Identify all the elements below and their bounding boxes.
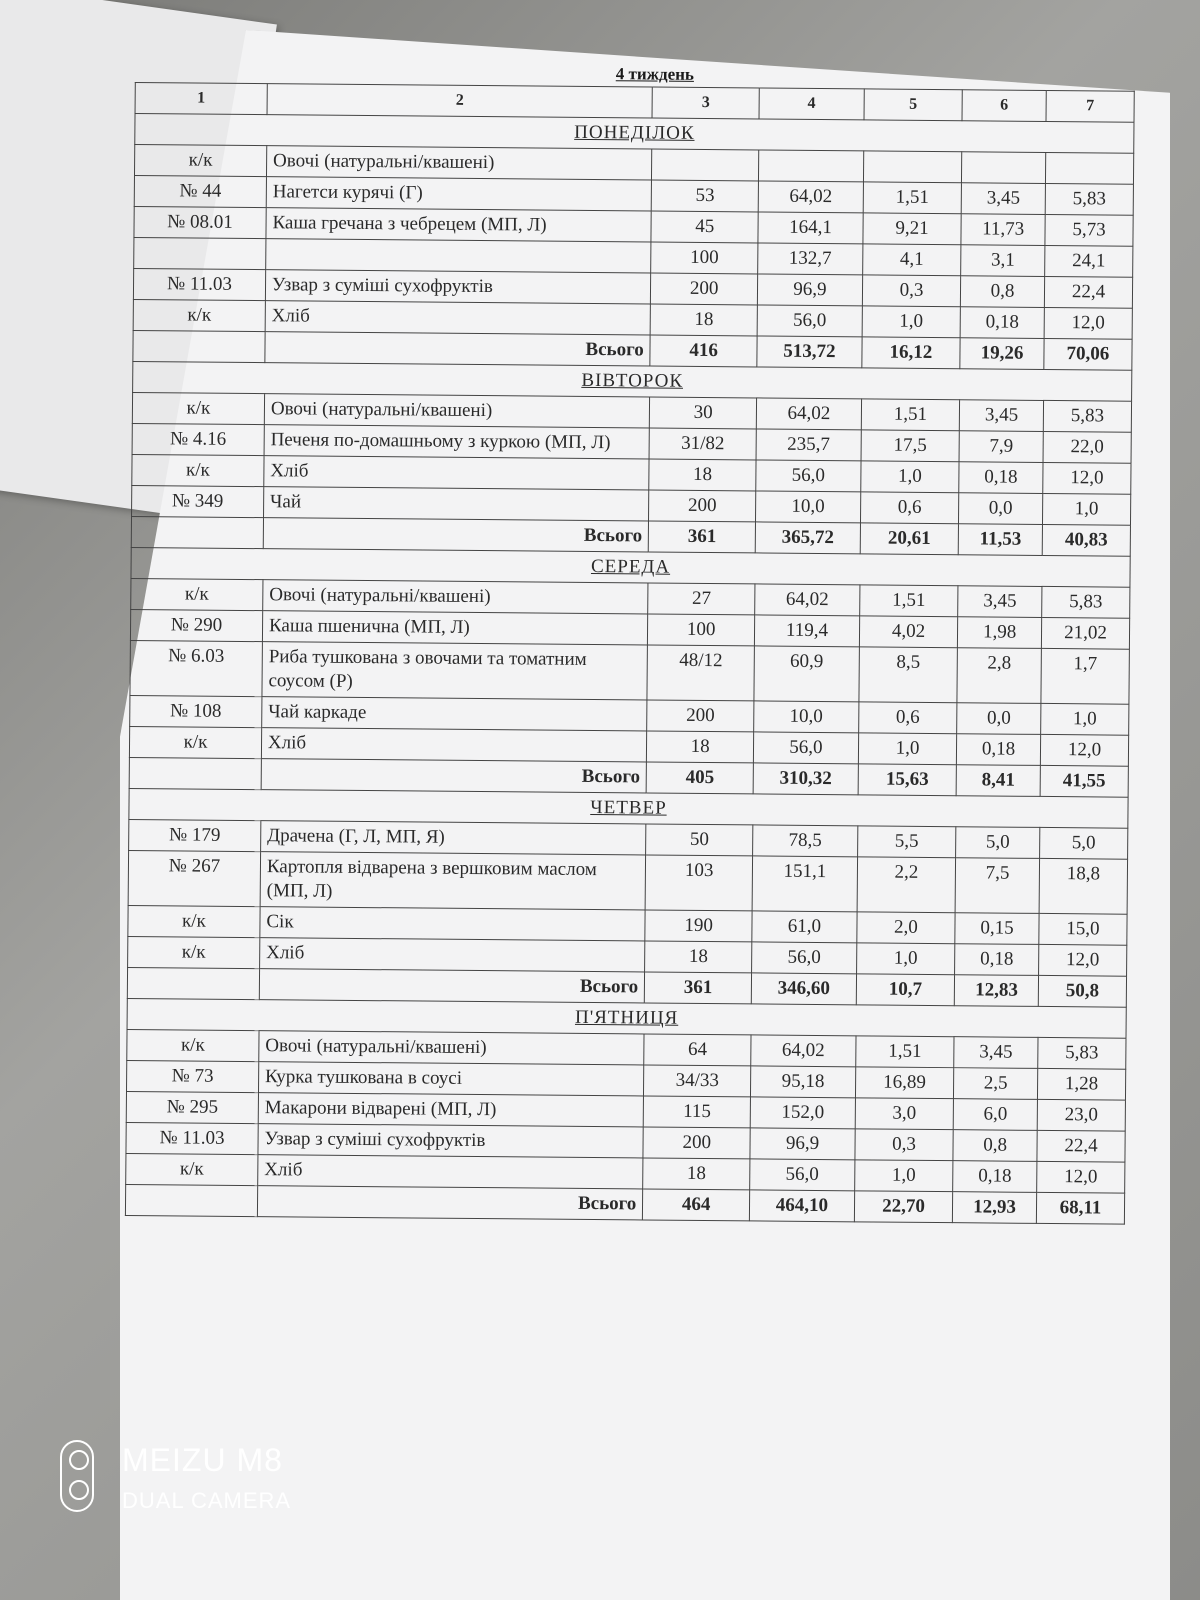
value-c4: 78,5: [753, 825, 858, 857]
column-header: 7: [1046, 90, 1134, 122]
menu-table-body: [125, 83, 1134, 1225]
value-c5: 9,21: [863, 213, 962, 245]
value-c5: 8,5: [859, 647, 958, 703]
total-spacer: [131, 516, 263, 548]
dish-name: Хліб: [261, 728, 647, 762]
table-row: [130, 640, 1129, 704]
total-c3: 416: [650, 335, 757, 367]
column-header: 6: [962, 90, 1046, 122]
value-c4: 164,1: [758, 212, 863, 244]
value-c7: [1045, 152, 1133, 184]
value-c7: 12,0: [1037, 1161, 1125, 1193]
value-c6: 0,0: [959, 493, 1043, 525]
total-c3: 361: [645, 972, 752, 1004]
value-c5: 3,0: [855, 1098, 954, 1130]
value-c5: 1,0: [858, 733, 957, 765]
total-label: Всього: [257, 1186, 643, 1220]
value-c6: 0,8: [961, 276, 1045, 308]
day-name: ПОНЕДІЛОК: [135, 114, 1134, 154]
total-label: Всього: [261, 759, 647, 793]
recipe-code: № 108: [130, 695, 262, 727]
recipe-code: № 295: [126, 1091, 258, 1123]
recipe-code: [134, 237, 266, 269]
dish-name: Макарони відварені (МП, Л): [258, 1093, 644, 1127]
value-c4: 95,18: [751, 1066, 856, 1098]
value-c6: 0,18: [959, 462, 1043, 494]
dish-name: Риба тушкована з овочами та томатним соусом (Р): [262, 642, 648, 700]
column-header: 1: [135, 83, 267, 115]
recipe-code: № 179: [129, 819, 261, 851]
recipe-code: № 08.01: [134, 206, 266, 238]
total-label: Всього: [263, 518, 649, 552]
value-c5: 1,0: [861, 461, 960, 493]
recipe-code: к/к: [133, 299, 265, 331]
value-c6: 3,45: [954, 1037, 1038, 1069]
value-c3: 115: [643, 1096, 750, 1128]
document: [125, 60, 1135, 1225]
recipe-code: к/к: [128, 905, 260, 937]
recipe-code: к/к: [134, 145, 266, 177]
dish-name: Хліб: [265, 301, 651, 335]
value-c3: 18: [643, 1158, 750, 1190]
column-header: 4: [759, 88, 864, 120]
value-c4: 64,02: [755, 584, 860, 616]
value-c6: 3,45: [959, 400, 1043, 432]
total-c5: 20,61: [860, 523, 959, 555]
total-c3: 405: [646, 762, 753, 794]
total-c7: 70,06: [1044, 338, 1132, 370]
value-c5: 4,1: [862, 244, 961, 276]
value-c5: 0,6: [860, 492, 959, 524]
value-c6: [962, 152, 1046, 184]
value-c3: 34/33: [644, 1065, 751, 1097]
dish-name: Овочі (натуральні/квашені): [263, 580, 649, 614]
total-label: Всього: [259, 969, 645, 1003]
total-c4: 513,72: [757, 336, 862, 368]
total-c7: 68,11: [1036, 1192, 1124, 1224]
dish-name: Каша гречана з чебрецем (МП, Л): [266, 208, 652, 242]
value-c4: 10,0: [756, 491, 861, 523]
value-c6: 6,0: [953, 1099, 1037, 1131]
value-c7: 1,28: [1037, 1068, 1125, 1100]
day-name: ЧЕТВЕР: [129, 788, 1128, 828]
value-c4: 64,02: [756, 398, 861, 430]
menu-table: [125, 82, 1135, 1225]
value-c7: 12,0: [1039, 944, 1127, 976]
value-c4: 119,4: [754, 615, 859, 647]
value-c3: 200: [647, 700, 754, 732]
value-c3: 190: [645, 910, 752, 942]
value-c3: 48/12: [647, 645, 754, 701]
dish-name: Чай каркаде: [262, 697, 648, 731]
value-c3: 18: [647, 731, 754, 763]
camera-watermark: [60, 1440, 360, 1530]
dish-name: Овочі (натуральні/квашені): [264, 394, 650, 428]
value-c5: 0,3: [862, 275, 961, 307]
dish-name: Каша пшенична (МП, Л): [262, 611, 648, 645]
total-c3: 464: [643, 1189, 750, 1221]
value-c6: 7,5: [955, 858, 1039, 914]
value-c3: 45: [651, 211, 758, 243]
value-c6: 3,1: [961, 245, 1045, 277]
value-c4: 64,02: [751, 1035, 856, 1067]
dual-camera-icon: [60, 1440, 94, 1512]
value-c7: 24,1: [1045, 245, 1133, 277]
day-name: П'ЯТНИЦЯ: [127, 998, 1126, 1038]
dish-name: Хліб: [258, 1155, 644, 1189]
value-c6: 0,15: [955, 913, 1039, 945]
total-c6: 8,41: [956, 765, 1040, 797]
recipe-code: к/к: [127, 1029, 259, 1061]
value-c7: 5,83: [1045, 183, 1133, 215]
total-spacer: [129, 757, 261, 789]
value-c4: 235,7: [756, 429, 861, 461]
recipe-code: к/к: [132, 392, 264, 424]
value-c5: 4,02: [859, 616, 958, 648]
value-c7: 1,0: [1041, 703, 1129, 735]
total-c4: 346,60: [751, 973, 856, 1005]
value-c6: 0,18: [955, 944, 1039, 976]
value-c5: 2,2: [857, 857, 956, 913]
table-row: [128, 850, 1127, 914]
value-c6: 0,18: [953, 1161, 1037, 1193]
value-c6: 3,45: [961, 183, 1045, 215]
value-c7: 5,83: [1043, 400, 1131, 432]
value-c7: 22,4: [1037, 1130, 1125, 1162]
value-c6: 11,73: [961, 214, 1045, 246]
value-c6: 0,8: [953, 1130, 1037, 1162]
total-c4: 365,72: [755, 522, 860, 554]
value-c3: 200: [643, 1127, 750, 1159]
value-c5: 1,0: [856, 943, 955, 975]
value-c4: 56,0: [750, 1159, 855, 1191]
week-title: 4 тиждень: [615, 64, 695, 84]
total-c6: 19,26: [960, 338, 1044, 370]
value-c5: 1,0: [854, 1160, 953, 1192]
dish-name: Картопля відварена з вершковим маслом (МП, Л): [260, 852, 646, 910]
dish-name: Хліб: [260, 938, 646, 972]
total-c6: 12,83: [954, 975, 1038, 1007]
recipe-code: к/к: [132, 454, 264, 486]
total-c4: 310,32: [753, 763, 858, 795]
value-c7: 18,8: [1039, 858, 1128, 914]
value-c6: 2,5: [954, 1068, 1038, 1100]
dish-name: [266, 239, 652, 273]
value-c5: 0,3: [855, 1129, 954, 1161]
value-c3: 100: [648, 614, 755, 646]
total-spacer: [127, 967, 259, 999]
watermark-subtitle: DUAL CAMERA: [122, 1488, 292, 1513]
value-c4: 56,0: [752, 942, 857, 974]
value-c3: 27: [648, 583, 755, 615]
dish-name: Узвар з суміші сухофруктів: [265, 270, 651, 304]
recipe-code: № 4.16: [132, 423, 264, 455]
column-header: 5: [864, 89, 963, 121]
value-c7: 22,0: [1043, 431, 1131, 463]
value-c7: 21,02: [1041, 617, 1129, 649]
value-c5: 1,51: [859, 585, 958, 617]
recipe-code: № 11.03: [126, 1122, 258, 1154]
value-c7: 22,4: [1044, 276, 1132, 308]
recipe-code: к/к: [126, 1153, 258, 1185]
dish-name: Драчена (Г, Л, МП, Я): [261, 821, 647, 855]
value-c6: 1,98: [958, 617, 1042, 649]
recipe-code: № 11.03: [133, 268, 265, 300]
day-name: ВІВТОРОК: [133, 361, 1132, 401]
value-c3: 31/82: [649, 428, 756, 460]
value-c6: 0,18: [960, 307, 1044, 339]
value-c6: 5,0: [956, 827, 1040, 859]
value-c4: 152,0: [750, 1097, 855, 1129]
recipe-code: № 290: [130, 609, 262, 641]
value-c6: 0,0: [957, 703, 1041, 735]
recipe-code: к/к: [131, 578, 263, 610]
value-c3: 30: [650, 397, 757, 429]
value-c7: 15,0: [1039, 913, 1127, 945]
value-c7: 12,0: [1040, 734, 1128, 766]
total-c7: 41,55: [1040, 765, 1128, 797]
recipe-code: № 349: [132, 485, 264, 517]
value-c4: 61,0: [752, 911, 857, 943]
value-c5: 5,5: [857, 826, 956, 858]
dish-name: Нагетси курячі (Г): [266, 177, 652, 211]
dish-name: Овочі (натуральні/квашені): [266, 146, 652, 180]
value-c3: 50: [646, 824, 753, 856]
total-c6: 11,53: [958, 524, 1042, 556]
total-c5: 10,7: [856, 974, 955, 1006]
column-header: 2: [267, 84, 653, 118]
value-c6: 3,45: [958, 586, 1042, 618]
value-c4: [759, 150, 864, 182]
value-c6: 0,18: [957, 734, 1041, 766]
value-c6: 2,8: [957, 648, 1041, 704]
dish-name: Печеня по-домашньому з куркою (МП, Л): [264, 425, 650, 459]
value-c3: 200: [651, 273, 758, 305]
value-c4: 96,9: [757, 274, 862, 306]
value-c5: 17,5: [861, 430, 960, 462]
value-c3: 18: [649, 459, 756, 491]
value-c4: 151,1: [752, 856, 857, 912]
value-c7: 5,83: [1042, 586, 1130, 618]
value-c5: 1,51: [856, 1036, 955, 1068]
dish-name: Овочі (натуральні/квашені): [259, 1031, 645, 1065]
value-c3: [652, 149, 759, 181]
value-c7: 1,0: [1042, 493, 1130, 525]
value-c3: 18: [650, 304, 757, 336]
total-c5: 22,70: [854, 1191, 953, 1223]
value-c3: 64: [644, 1034, 751, 1066]
value-c3: 18: [645, 941, 752, 973]
value-c3: 53: [651, 180, 758, 212]
column-header: 3: [652, 87, 759, 119]
dish-name: Чай: [263, 487, 649, 521]
dish-name: Хліб: [264, 456, 650, 490]
value-c7: 5,83: [1038, 1037, 1126, 1069]
total-spacer: [125, 1184, 257, 1216]
value-c5: 0,6: [858, 702, 957, 734]
recipe-code: к/к: [129, 726, 261, 758]
total-c7: 40,83: [1042, 524, 1130, 556]
recipe-code: № 44: [134, 175, 266, 207]
value-c7: 1,7: [1041, 648, 1130, 704]
value-c4: 56,0: [757, 305, 862, 337]
value-c5: [863, 151, 962, 183]
value-c4: 56,0: [756, 460, 861, 492]
total-c6: 12,93: [953, 1192, 1037, 1224]
value-c4: 64,02: [758, 181, 863, 213]
total-c7: 50,8: [1038, 975, 1126, 1007]
value-c4: 132,7: [758, 243, 863, 275]
value-c7: 12,0: [1044, 307, 1132, 339]
value-c6: 7,9: [959, 431, 1043, 463]
value-c7: 12,0: [1043, 462, 1131, 494]
value-c5: 2,0: [857, 912, 956, 944]
recipe-code: № 267: [128, 850, 260, 906]
value-c3: 103: [645, 855, 752, 911]
value-c3: 100: [651, 242, 758, 274]
total-spacer: [133, 330, 265, 362]
total-c3: 361: [649, 521, 756, 553]
dish-name: Сік: [260, 907, 646, 941]
recipe-code: № 6.03: [130, 640, 262, 696]
value-c4: 96,9: [750, 1128, 855, 1160]
total-c4: 464,10: [749, 1190, 854, 1222]
recipe-code: к/к: [128, 936, 260, 968]
value-c7: 5,73: [1045, 214, 1133, 246]
value-c7: 5,0: [1040, 827, 1128, 859]
value-c3: 200: [649, 490, 756, 522]
value-c5: 1,0: [862, 306, 961, 338]
value-c4: 10,0: [754, 701, 859, 733]
value-c5: 1,51: [861, 399, 960, 431]
value-c7: 23,0: [1037, 1099, 1125, 1131]
day-name: СЕРЕДА: [131, 547, 1130, 587]
value-c4: 60,9: [754, 646, 859, 702]
total-label: Всього: [265, 332, 651, 366]
dish-name: Курка тушкована в соусі: [258, 1062, 644, 1096]
value-c5: 16,89: [855, 1067, 954, 1099]
total-c5: 16,12: [862, 337, 961, 369]
total-c5: 15,63: [858, 764, 957, 796]
watermark-brand: MEIZU M8: [122, 1442, 283, 1478]
value-c4: 56,0: [753, 732, 858, 764]
recipe-code: № 73: [126, 1060, 258, 1092]
value-c5: 1,51: [863, 182, 962, 214]
dish-name: Узвар з суміші сухофруктів: [258, 1124, 644, 1158]
